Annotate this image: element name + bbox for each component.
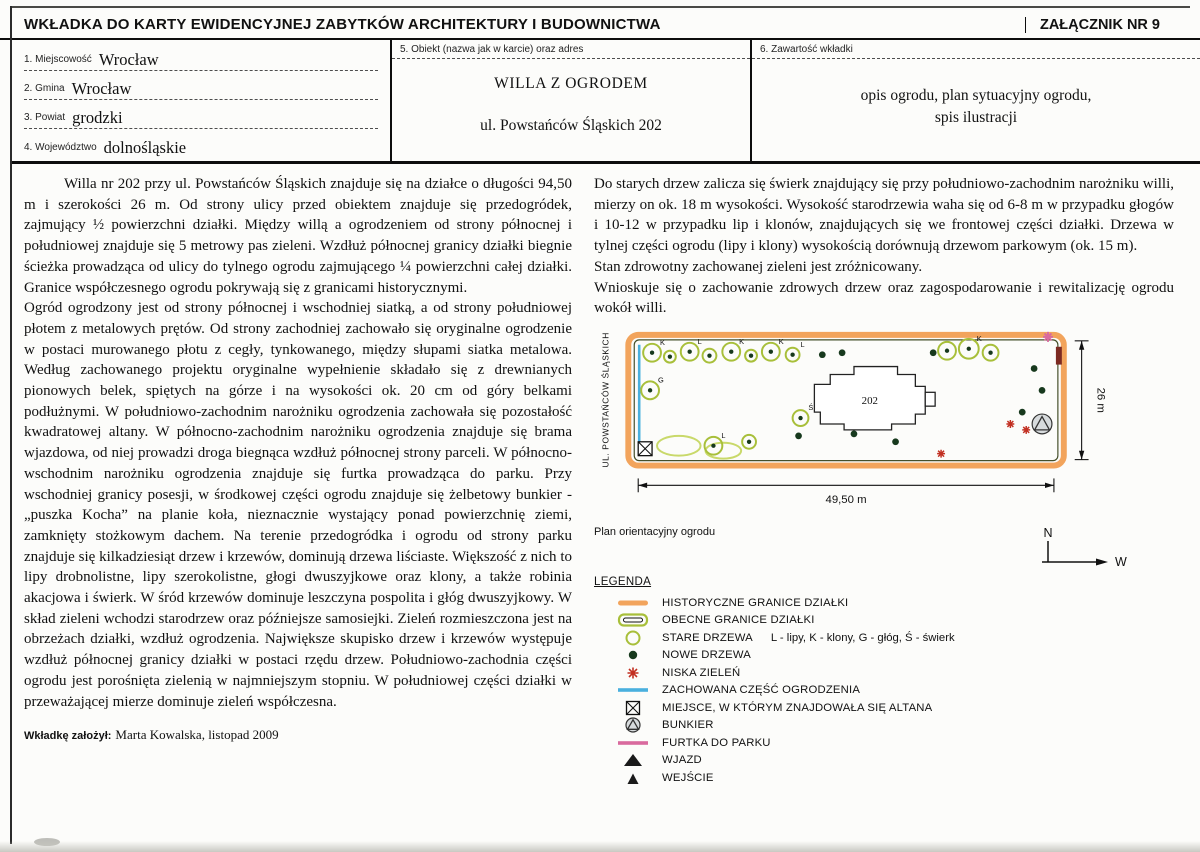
legend-item-gazebo-site: MIEJSCE, W KTÓRYM ZNAJDOWAŁA SIĘ ALTANA: [594, 699, 1174, 717]
founder-label: Wkładkę założył:: [24, 730, 112, 743]
current-boundary-icon: [616, 612, 650, 628]
old-tree-icon: [616, 630, 650, 646]
field-value: Wrocław: [98, 49, 159, 69]
legend-item-old-trees: STARE DRZEWA L - lipy, K - klony, G - głóg, Ś - świerk: [594, 629, 1174, 647]
legend-item-driveway: WJAZD: [594, 751, 1174, 769]
old-trees-species: L - lipy, K - klony, G - głóg, Ś - świerk: [770, 631, 955, 644]
attachment-block: [1025, 17, 1160, 33]
contents-column: [750, 40, 1200, 161]
field-value: Wrocław: [71, 78, 132, 98]
legend-item-park-gate: FURTKA DO PARKU: [594, 734, 1174, 752]
depth-dimension: [1075, 341, 1107, 460]
legend-item-entrance: WEJŚCIE: [594, 769, 1174, 787]
park-gate-icon: [616, 735, 650, 751]
object-address: ul. Powstańców Śląskich 202: [480, 117, 662, 134]
scan-left-edge: [10, 6, 12, 844]
garden-plan-svg: [594, 325, 1110, 519]
driveway-mark: [1056, 347, 1062, 365]
compass-west-label: W: [1115, 554, 1127, 569]
width-dimension-label: 49,50 m: [825, 494, 867, 507]
driveway-icon: [616, 752, 650, 768]
legend-item-current-boundaries: OBECNE GRANICE DZIAŁKI: [594, 611, 1174, 629]
contents-text: [752, 85, 1200, 130]
villa-number: 202: [861, 395, 878, 408]
compass-north-label: N: [1043, 525, 1053, 540]
object-column: [390, 40, 750, 161]
svg-text:K: K: [739, 336, 745, 346]
entrance-icon: [616, 770, 650, 786]
depth-dimension-label: 26 m: [1094, 387, 1107, 413]
field-label: 4. Województwo: [24, 142, 97, 153]
field-label: 2. Gmina: [24, 83, 65, 94]
trees-paragraph-2: Stan zdrowotny zachowanej zieleni jest zróżnicowany.: [594, 258, 923, 275]
plan-caption: Plan orientacyjny ogrodu: [594, 525, 716, 538]
svg-text:K: K: [976, 333, 982, 343]
field-value: grodzki: [72, 107, 123, 127]
legend-item-preserved-fence: ZACHOWANA CZĘŚĆ OGRODZENIA: [594, 681, 1174, 699]
legend-title: LEGENDA: [594, 575, 652, 588]
legend-item-bunker: BUNKIER: [594, 716, 1174, 734]
svg-text:Ś: Ś: [808, 403, 814, 413]
contents-line-1: opis ogrodu, plan sytuacyjny ogrodu,: [860, 87, 1092, 104]
historic-boundary-icon: [616, 595, 650, 611]
svg-text:K: K: [778, 336, 784, 346]
object-column-label: 5. Obiekt (nazwa jak w karcie) oraz adres: [392, 40, 750, 59]
scan-top-edge: [10, 6, 1190, 8]
description-paragraph-1: Willa nr 202 przy ul. Powstańców Śląskich znajduje się na działce o długości 94,50 m i szerokości 26 m. Od strony ulicy przed obiektem znajduje się przedogródek, zajmujący ½ powierzchni działki. Między willą a ogrodzeniem od strony północnej i południowej znajduje się 5 metrowy pas zieleni. Wzdłuż północnej granicy działki biegnie ścieżka prowadząca od ulicy do tylnego ogrodu zajmującego ¼ powierzchni całej działki. Granice współczesnego ogrodu pokrywają się z granicami historycznymi.: [24, 176, 572, 296]
description-column: [24, 174, 572, 786]
bunker-mark: [1032, 414, 1052, 434]
low-vegetation-patch: [706, 443, 742, 459]
svg-text:L: L: [721, 430, 726, 440]
document-title: WKŁADKA DO KARTY EWIDENCYJNEJ ZABYTKÓW ARCHITEKTURY I BUDOWNICTWA: [24, 16, 661, 33]
contents-column-label: 6. Zawartość wkładki: [752, 40, 1200, 59]
legend-item-new-trees: NOWE DRZEWA: [594, 646, 1174, 664]
legend-item-historic-boundaries: HISTORYCZNE GRANICE DZIAŁKI: [594, 594, 1174, 612]
compass-rose: [1034, 526, 1134, 574]
field-label: 3. Powiat: [24, 112, 66, 123]
field-gmina: [24, 71, 378, 100]
west-arrow-icon: [1096, 558, 1108, 565]
legend-item-low-greenery: NISKA ZIELEŃ: [594, 664, 1174, 682]
low-vegetation-patch: [657, 436, 701, 456]
field-powiat: [24, 100, 378, 129]
document-body: [0, 164, 1200, 786]
legend: [594, 576, 1174, 787]
trees-paragraph-1: Do starych drzew zalicza się świerk znajdujący się przy południowo-zachodnim narożniku willi, mierzy on ok. 18 m wysokości. Wysokość starodrzewia waha się od 6-8 m w przypadku głogów i 10-12 w przypadku lip i klonów, znajdujących się we frontowej części działki. Drzewa w tylnej części ogrodu (lipy i klony) wysokością dorównują drzewom parkowym (ok. 15 m).: [594, 176, 1174, 255]
founder-value: Marta Kowalska, listopad 2009: [115, 727, 279, 743]
attachment-label: ZAŁĄCZNIK NR 9: [1039, 17, 1160, 33]
plan-caption-row: [594, 526, 1174, 574]
svg-text:K: K: [659, 337, 665, 347]
garden-plan: [594, 325, 1174, 524]
field-wojewodztwo: [24, 129, 378, 158]
width-dimension: [638, 478, 1054, 506]
low-greenery-icon: [616, 665, 650, 681]
street-label: UL. POWSTAŃCÓW ŚLĄSKICH: [600, 332, 611, 468]
plan-column: [594, 174, 1174, 786]
bunker-icon: [616, 717, 650, 733]
scan-bottom-shadow: [0, 841, 1200, 852]
record-form: [12, 40, 1200, 164]
field-value: dolnośląskie: [103, 137, 187, 157]
svg-text:G: G: [658, 375, 664, 385]
villa-annex: [925, 392, 935, 406]
object-name: WILLA Z OGRODEM: [494, 75, 648, 92]
contents-line-2: spis ilustracji: [934, 109, 1018, 127]
field-label: 1. Miejscowość: [24, 54, 92, 65]
gazebo-site-icon: [616, 700, 650, 716]
svg-text:L: L: [697, 336, 702, 346]
trees-paragraph-3: Wnioskuje się o zachowanie zdrowych drzew oraz zagospodarowanie i rewitalizację ogrodu wokół willi.: [594, 279, 1174, 317]
field-miejscowosc: [24, 42, 378, 71]
header-divider: [1025, 17, 1026, 33]
park-gate-mark: [1043, 332, 1053, 342]
founder-line: [24, 726, 572, 744]
svg-text:L: L: [800, 339, 805, 349]
description-paragraph-2: Ogród ogrodzony jest od strony północnej i wschodniej siatką, a od strony południowej płotem z metalowych prętów. Od strony zachodniej zachowało się oryginalne ogrodzenie w postaci murowanego płotu z cegły, tynkowanego, między słupami siatka metalowa. Według zachowanego projektu oryginalne wypełnienie składało się z drewnianych pionowych belek, spiętych na górze i na wysokości ok. 20 cm od góry belkami podłużnymi. W południowo-zachodnim narożniku ogrodzenia zachowała się pozostałość kwadratowej altany. W północno-zachodnim narożniku ogrodzenia znajduje się brama wjazdowa, od niej prowadzi droga biegnąca wzdłuż północnej strony parceli. W północno-wschodnim narożniku ogrodzenia znajduje się furtka prowadząca do parku. Przy wschodniej granicy posesji, w środkowej części ogrodu znajduje się żelbetowy bunkier - „puszka Kocha” na planie koła, nieznacznie wystający ponad powierzchnię ziemi, zamknięty stożkowym dachem. Na terenie przedogródka i ogrodu od strony parku znajduje się kilkadziesiąt drzew i krzewów, dominują drzewa liściaste. Większość z nich to lipy drobnolistne, lipy szerokolistne, głogi dwuszyjkowe oraz klony, a także robinia akacjowa i świerk. W śród krzewów dominuje leszczyna pospolita i głóg dwuszyjkowy. W skład zieleni wchodzi starodrzew oraz późniejsze samosiejki. Zieleń rozmieszczona jest na obrzeżach działki, wzdłuż ogrodzenia. Największe skupisko drzew i krzewów występuje wzdłuż północnej granicy działki w postaci rzędu drzew. Południowo-zachodnia części ogrodu jest porośnięta zielenią w najmniejszym stopniu. W południowej części działki w przeważającej mierze dominuje zieleń współczesna.: [24, 300, 572, 710]
gazebo-site-mark: [638, 442, 652, 456]
new-tree-icon: [616, 647, 650, 663]
preserved-fence-icon: [616, 682, 650, 698]
location-fields: [12, 40, 390, 161]
